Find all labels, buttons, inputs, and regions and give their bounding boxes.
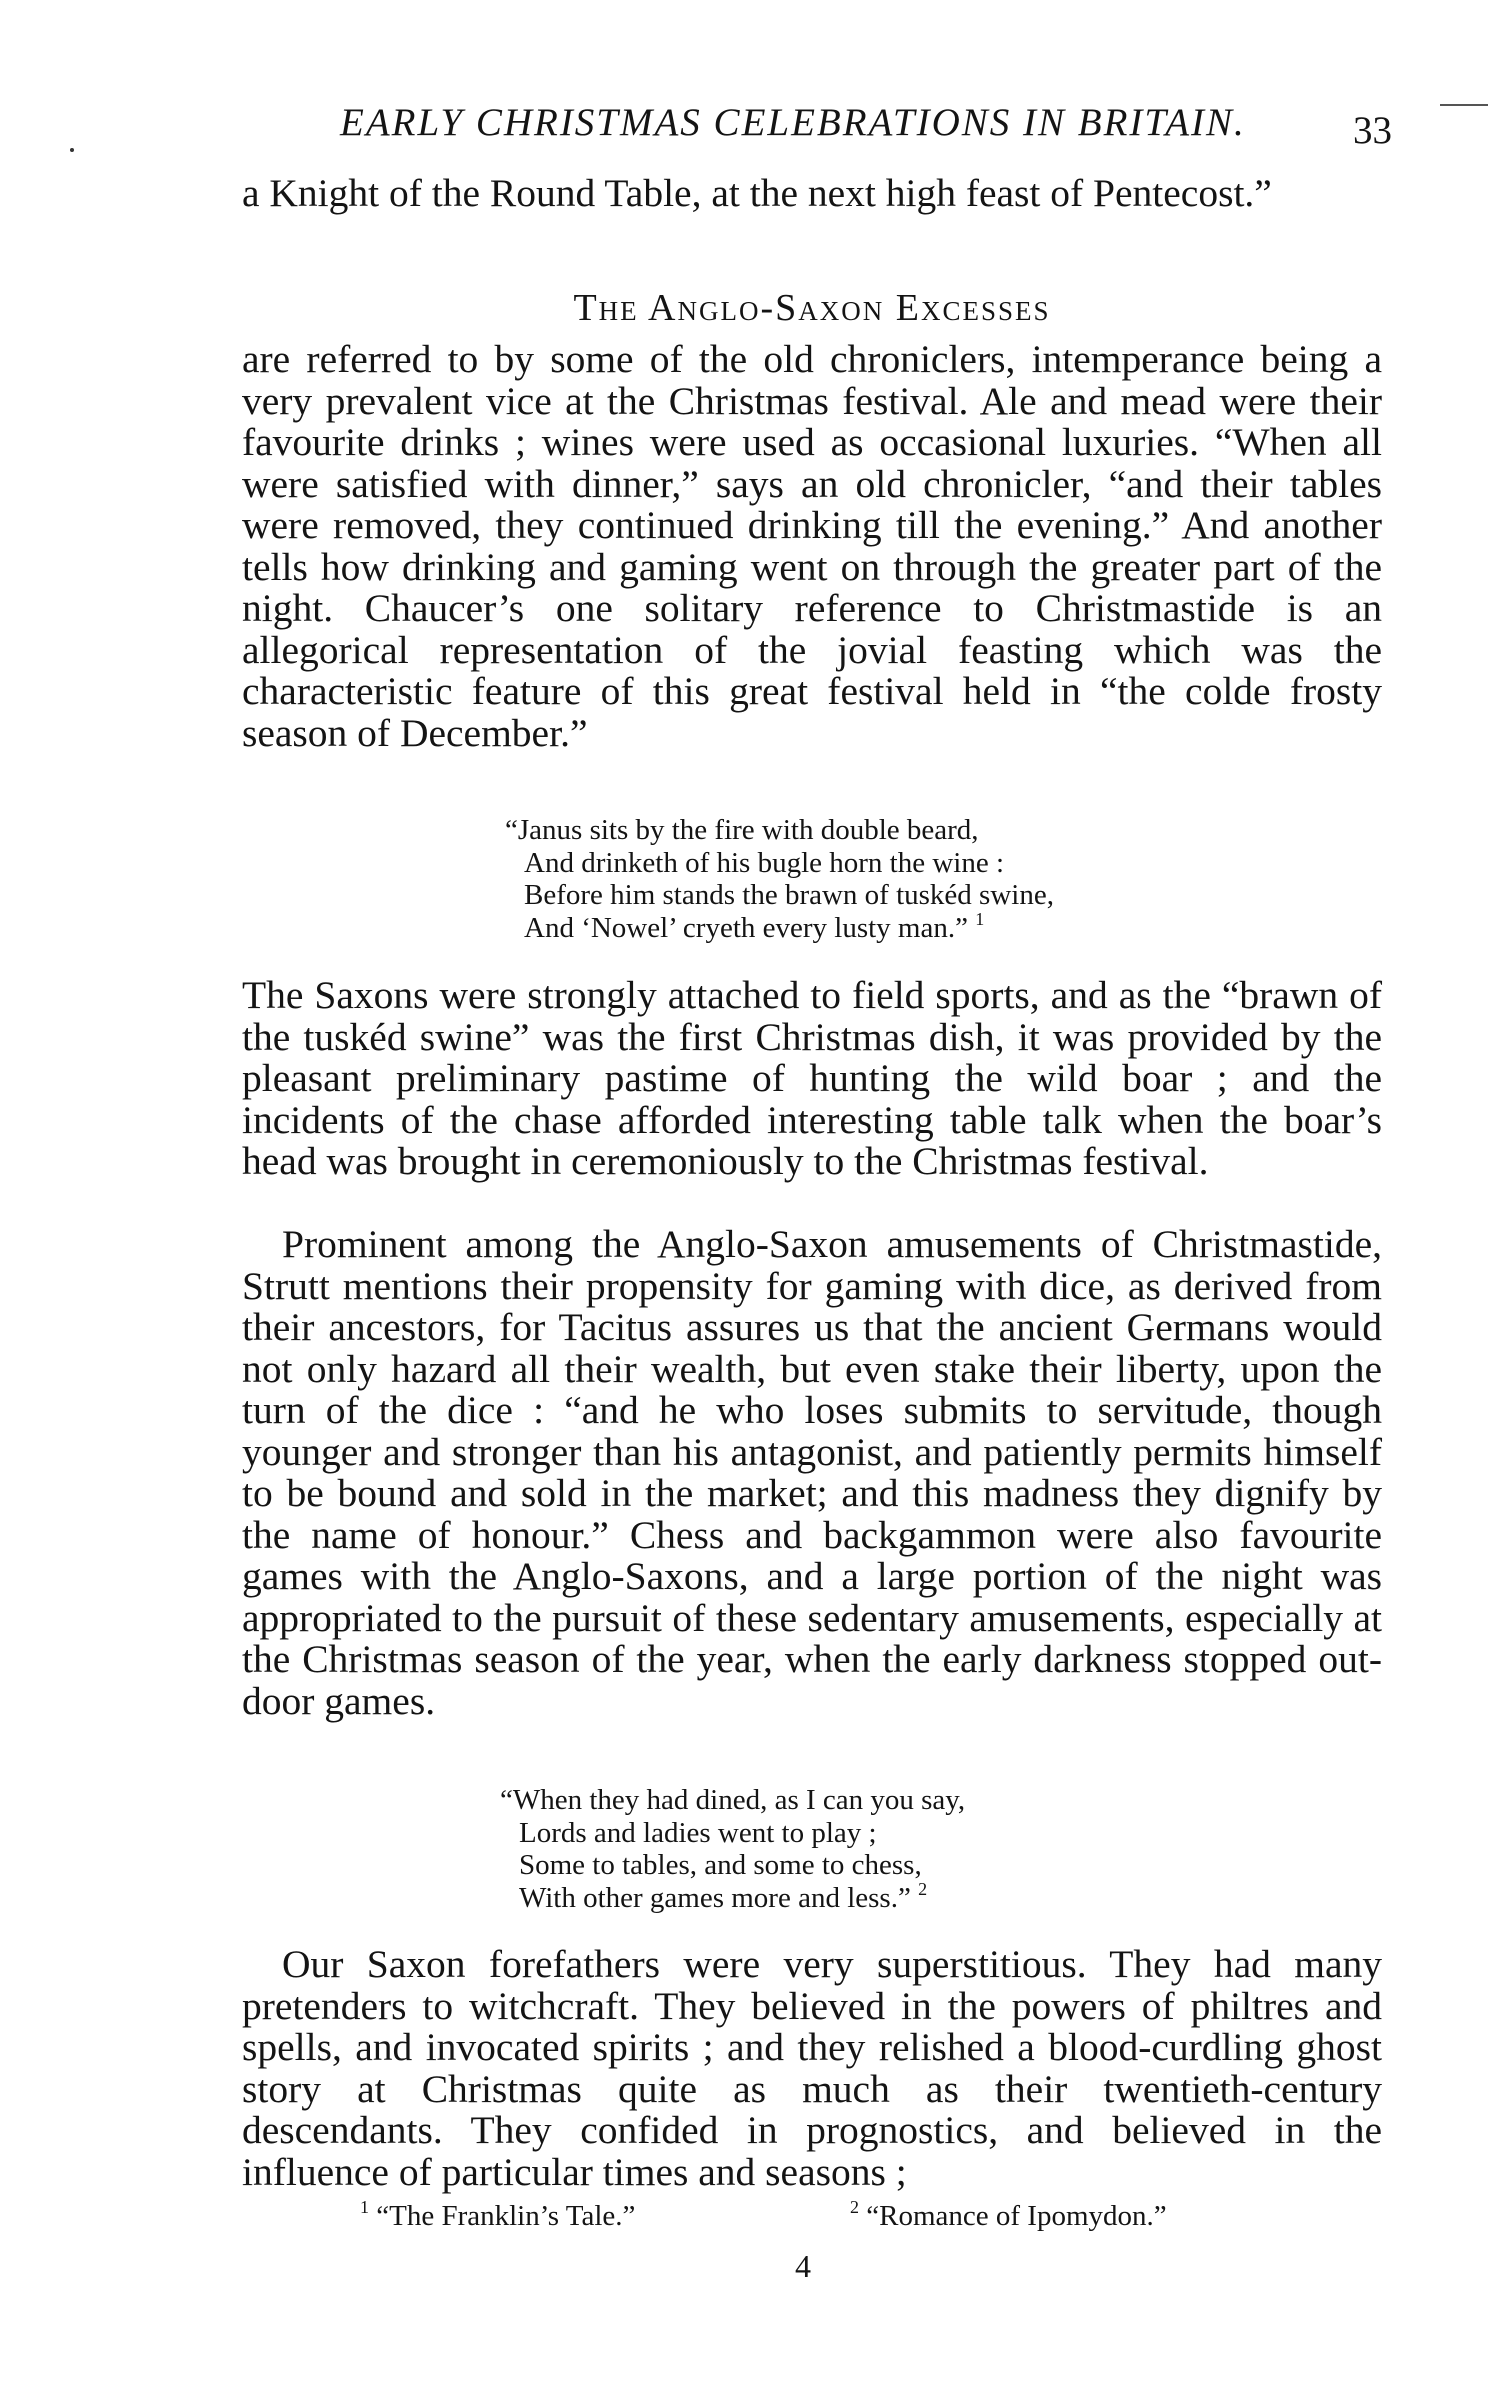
corner-rule — [1440, 104, 1488, 106]
verse-block-janus — [505, 814, 1305, 944]
excesses-text: are referred to by some of the old chroniclers, intemperance being a very prevalent vice at the Christmas festival. Ale and mead were their favourite drinks ; wines were used as occasional luxuries. “When all were satisfied with dinner,” says an old chronicler, “and their tables were removed, they continued drinking till the evening.” And another tells how drinking and gaming went on through the greater part of the night. Chaucer’s one solitary reference to Christmastide is an allegorical representation of the jovial feasting which was the characteristic feature of this great festival held in “the colde frosty season of December.” — [242, 337, 1382, 755]
running-head-title: EARLY CHRISTMAS CELEBRATIONS IN BRITAIN. — [340, 101, 1246, 144]
verse-line: Lords and ladies went to play ; — [519, 1816, 877, 1849]
signature-mark: 4 — [795, 2248, 811, 2284]
verse-line: Some to tables, and some to chess, — [519, 1849, 922, 1881]
footnote-ref: 1 — [975, 908, 985, 929]
verse-janus — [505, 814, 1305, 944]
paragraph-field-sports — [242, 975, 1382, 1183]
verse-block-dined — [500, 1784, 1300, 1914]
opening-text: a Knight of the Round Table, at the next high feast of Pentecost.” — [242, 171, 1272, 215]
paragraph-excesses — [242, 339, 1382, 754]
paragraph-opening — [242, 173, 1382, 215]
verse-dined — [500, 1784, 1300, 1914]
verse-line: Before him stands the brawn of tuskéd swine, — [524, 879, 1054, 911]
verse-line-text: With other games more and less.” — [519, 1881, 911, 1914]
field-sports-text: The Saxons were strongly attached to field sports, and as the “brawn of the tuskéd swine” was the first Christmas dish, it was provided by the pleasant preliminary pastime of hunting the wild boar ; and the incidents of the chase afforded interesting table talk when the boar’s head was brought in ceremoniously to the Christmas festival. — [242, 973, 1382, 1183]
verse-line — [500, 1878, 1300, 1915]
footnote-text: “Romance of Ipomydon.” — [866, 2200, 1167, 2232]
margin-speck — [70, 148, 74, 152]
paragraph-gaming — [242, 1224, 1382, 1722]
footnote-text: “The Franklin’s Tale.” — [376, 2200, 636, 2232]
gaming-text: Prominent among the Anglo-Saxon amusements of Christmastide, Strutt mentions their propensity for gaming with dice, as derived from their ancestors, for Tacitus assures us that the ancient Germans would not only hazard all their wealth, but even stake their liberty, upon the turn of the dice : “and he who loses submits to servitude, though younger and stronger than his antagonist, and patiently permits himself to be bound and sold in the market; and this madness they dignify by the name of honour.” Chess and backgammon were also favourite games with the Anglo-Saxons, and a large portion of the night was appropriated to the pursuit of these sedentary amusements, especially at the Christmas season of the year, when the early darkness stopped out-door games. — [242, 1222, 1382, 1723]
superstition-text: Our Saxon forefathers were very superstitious. They had many pretenders to witchcraft. They believed in the powers of philtres and spells, and invocated spirits ; and they relished a blood-curdling ghost story at Christmas quite as much as their twentieth-century descendants. They confided in prognostics, and believed in the influence of particular times and seasons ; — [242, 1942, 1382, 2194]
footnote-ref: 2 — [918, 1878, 928, 1899]
paragraph-superstition — [242, 1944, 1382, 2193]
footnotes — [0, 2197, 1505, 2240]
footnote-mark: 1 — [360, 2197, 369, 2217]
footnote-mark: 2 — [850, 2197, 859, 2217]
verse-line: “Janus sits by the fire with double beard, — [505, 814, 979, 846]
footnote-2 — [850, 2197, 1167, 2233]
verse-line: “When they had dined, as I can you say, — [500, 1784, 966, 1816]
verse-line-text: And ‘Nowel’ cryeth every lusty man.” — [524, 911, 968, 944]
page-number: 33 — [1353, 109, 1392, 152]
verse-line: And drinketh of his bugle horn the wine : — [524, 846, 1005, 879]
section-heading: The Anglo-Saxon Excesses — [573, 287, 1051, 329]
section-heading-block — [242, 286, 1382, 330]
footnote-1 — [360, 2197, 636, 2233]
verse-line — [505, 908, 1305, 945]
